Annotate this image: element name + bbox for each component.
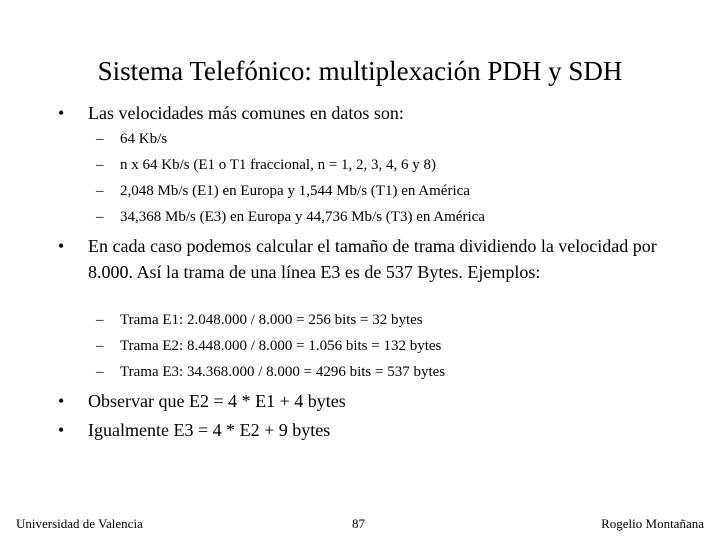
sub-item-text: Trama E3: 34.368.000 / 8.000 = 4296 bits = 537 bytes <box>120 364 446 380</box>
dash-mark: – <box>96 338 104 354</box>
bullet-observar <box>58 388 658 414</box>
bullet-mark: • <box>58 103 65 123</box>
sub-item-text: 2,048 Mb/s (E1) en Europa y 1,544 Mb/s (T1) en América <box>120 183 470 199</box>
bullet-mark: • <box>58 391 65 411</box>
footer-page-number: 87 <box>352 516 365 531</box>
bullet-text: Igualmente E3 = 4 * E2 + 9 bytes <box>88 420 331 440</box>
sub-item-text: 64 Kb/s <box>120 131 168 147</box>
dash-mark: – <box>96 183 104 199</box>
sub-item-text: Trama E2: 8.448.000 / 8.000 = 1.056 bits = 132 bytes <box>120 338 442 354</box>
bullet-mark: • <box>58 420 65 440</box>
sub-item-text: Trama E1: 2.048.000 / 8.000 = 256 bits = 32 bytes <box>120 312 423 328</box>
bullet-igualmente <box>58 417 658 443</box>
bullet-trama <box>58 233 658 285</box>
dash-mark: – <box>96 157 104 173</box>
bullet-text: Observar que E2 = 4 * E1 + 4 bytes <box>88 391 346 411</box>
slide-title: Sistema Telefónico: multiplexación PDH y SDH <box>97 56 623 86</box>
footer-institution: Universidad de Valencia <box>16 516 143 531</box>
dash-mark: – <box>96 131 104 147</box>
sub-item <box>96 156 436 174</box>
bullet-mark: • <box>58 236 65 256</box>
sub-item-text: n x 64 Kb/s (E1 o T1 fraccional, n = 1, 2, 3, 4, 6 y 8) <box>120 157 437 173</box>
bullet-text: En cada caso podemos calcular el tamaño de trama dividiendo la velocidad por 8.000. Así la trama de una línea E3 es de 537 Bytes. Ejemplos: <box>88 236 657 282</box>
dash-mark: – <box>96 364 104 380</box>
dash-mark: – <box>96 312 104 328</box>
sub-item <box>96 208 485 226</box>
sub-item-text: 34,368 Mb/s (E3) en Europa y 44,736 Mb/s (T3) en América <box>120 209 485 225</box>
bullet-velocidades <box>58 100 658 126</box>
sub-item <box>96 337 441 355</box>
sub-item <box>96 311 423 329</box>
footer-author: Rogelio Montañana <box>601 516 704 531</box>
dash-mark: – <box>96 209 104 225</box>
bullet-text: Las velocidades más comunes en datos son: <box>88 103 404 123</box>
sub-item <box>96 182 470 200</box>
sub-item <box>96 130 167 148</box>
sub-item <box>96 363 445 381</box>
